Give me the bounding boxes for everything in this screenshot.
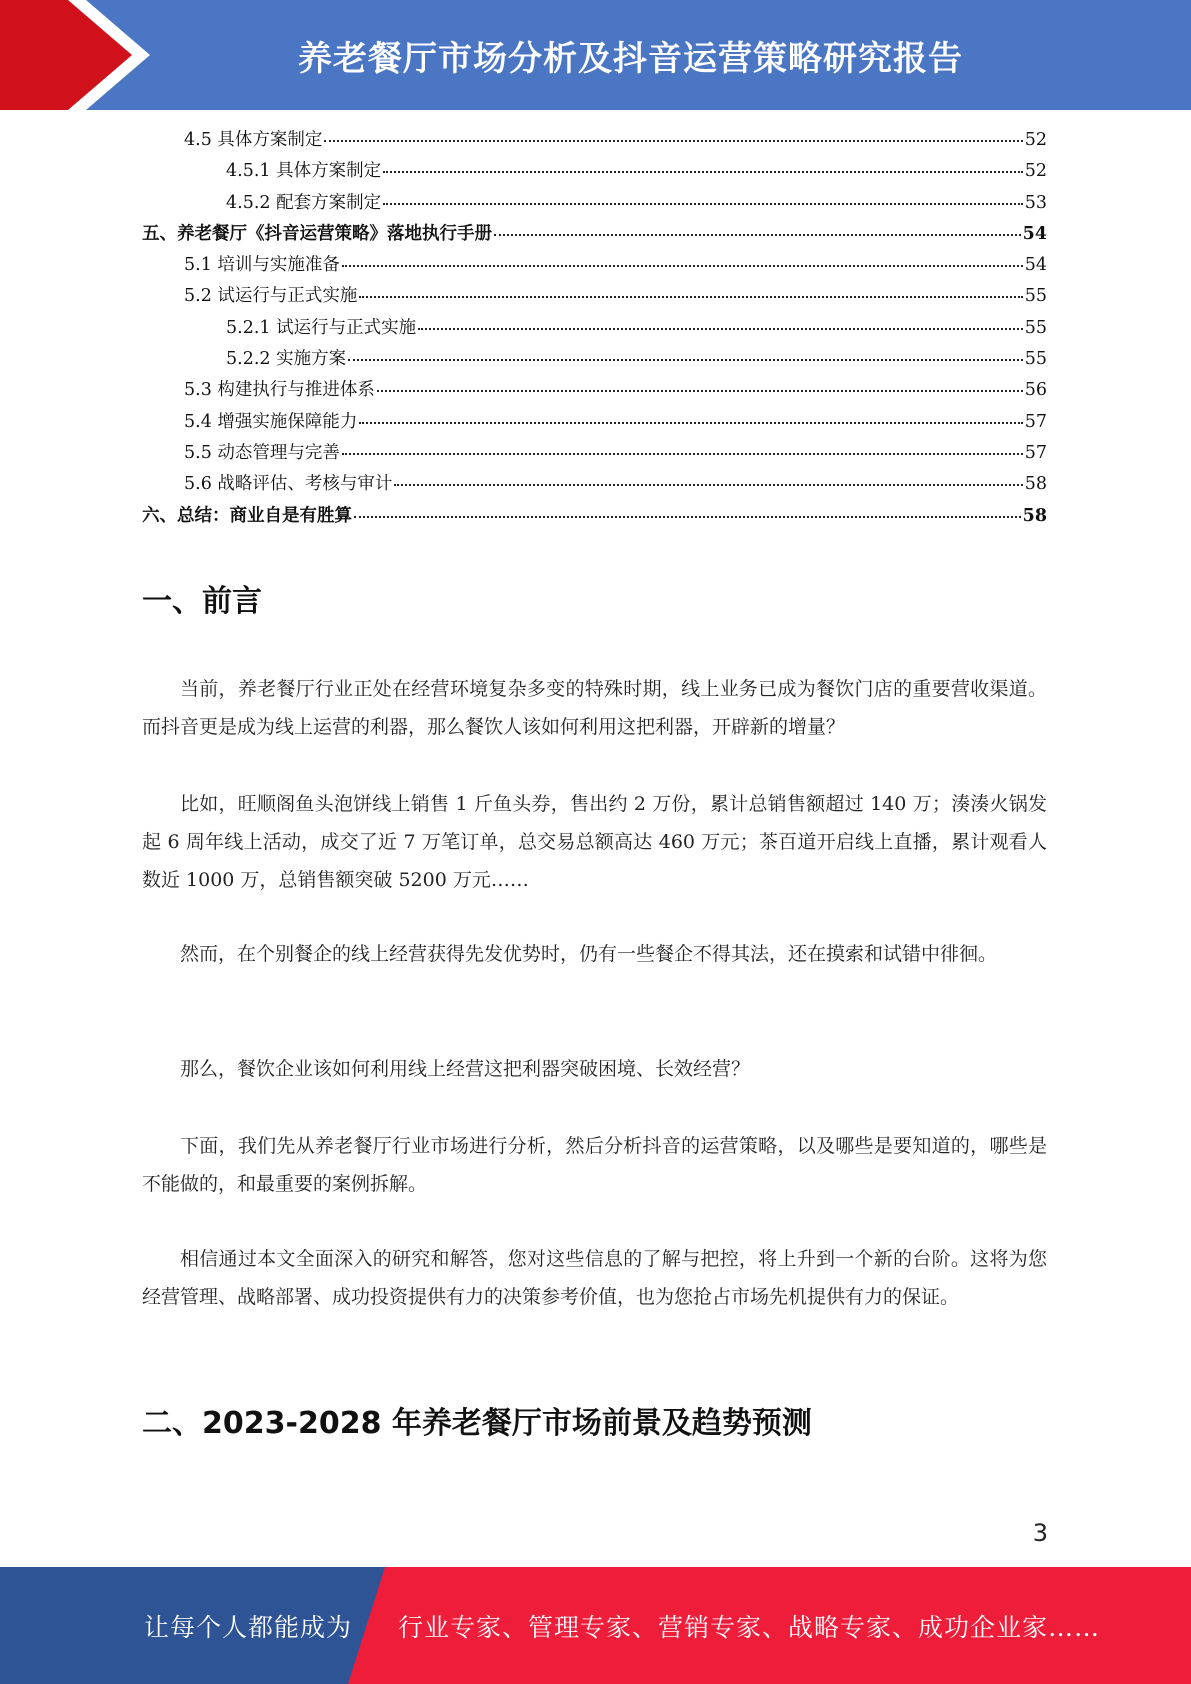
toc-page-number: 57 [1024,411,1047,432]
toc-dot-leader [348,356,1023,362]
toc-entry[interactable] [142,157,1047,188]
toc-page-number: 58 [1022,505,1047,526]
toc-entry[interactable] [142,376,1047,407]
toc-entry-label: 4.5 具体方案制定 [184,130,323,150]
toc-entry[interactable] [142,282,1047,313]
toc-entry[interactable] [142,251,1047,282]
toc-dot-leader [394,481,1022,487]
toc-page-number: 56 [1024,380,1047,401]
toc-entry-label: 4.5.1 具体方案制定 [226,161,382,182]
toc-entry-label: 5.6 战略评估、考核与审计 [184,474,393,495]
toc-entry-label: 六、总结：商业自是有胜算 [142,505,352,526]
toc-dot-leader [342,449,1023,455]
toc-entry[interactable] [142,470,1047,501]
toc-dot-leader [324,137,1022,143]
toc-page-number: 58 [1024,474,1047,495]
toc-entry-label: 五、养老餐厅《抖音运营策略》落地执行手册 [142,223,492,244]
toc-entry[interactable] [142,345,1047,376]
toc-dot-leader [418,324,1023,330]
toc-entry-label: 5.2 试运行与正式实施 [184,286,358,307]
page-footer [0,1567,1191,1684]
toc-dot-leader [359,293,1022,299]
toc-entry[interactable] [142,220,1047,251]
footer-slogan-right: 行业专家、管理专家、营销专家、战略专家、成功企业家…… [398,1612,1101,1642]
paragraph: 相信通过本文全面深入的研究和解答，您对这些信息的了解与把控，将上升到一个新的台阶。这将为您经营管理、战略部署、成功投资提供有力的决策参考价值，也为您抢占市场先机提供有力的保证。 [142,1248,1047,1308]
toc-entry-label: 5.2.2 实施方案 [226,349,347,370]
page-header [0,0,1191,110]
toc-page-number: 55 [1024,317,1047,338]
footer-slogan-left: 让每个人都能成为 [144,1612,353,1642]
toc-entry[interactable] [142,408,1047,439]
toc-dot-leader [342,262,1023,268]
toc-page-number: 55 [1024,349,1047,370]
toc-entry[interactable] [142,502,1047,533]
toc-page-number: 52 [1024,130,1047,150]
table-of-contents [142,126,1047,533]
toc-dot-leader [494,230,1021,236]
paragraph: 当前，养老餐厅行业正处在经营环境复杂多变的特殊时期，线上业务已成为餐饮门店的重要营收渠道。而抖音更是成为线上运营的利器，那么餐饮人该如何利用这把利器，开辟新的增量？ [142,678,1047,738]
toc-entry[interactable] [142,314,1047,345]
page-number: 3 [1032,1519,1048,1547]
toc-entry[interactable] [142,439,1047,470]
document-title: 养老餐厅市场分析及抖音运营策略研究报告 [298,38,963,79]
toc-entry-label: 5.1 培训与实施准备 [184,255,340,276]
toc-page-number: 55 [1024,286,1047,307]
toc-entry[interactable] [142,126,1047,157]
toc-entry-label: 5.2.1 试运行与正式实施 [226,317,417,338]
paragraph: 下面，我们先从养老餐厅行业市场进行分析，然后分析抖音的运营策略，以及哪些是要知道的，哪些是不能做的，和最重要的案例拆解。 [142,1135,1047,1195]
toc-entry-label: 5.4 增强实施保障能力 [184,411,358,432]
toc-page-number: 57 [1024,442,1047,463]
toc-page-number: 53 [1024,192,1047,213]
toc-entry-label: 5.5 动态管理与完善 [184,442,340,463]
toc-page-number: 54 [1024,255,1047,276]
toc-page-number: 52 [1024,161,1047,182]
header-red-chevron [0,0,160,110]
toc-dot-leader [359,418,1022,424]
toc-dot-leader [383,199,1023,205]
toc-entry[interactable] [142,189,1047,220]
toc-dot-leader [354,512,1021,518]
section-heading-forecast: 二、2023-2028 年养老餐厅市场前景及趋势预测 [142,1406,812,1441]
paragraph: 然而，在个别餐企的线上经营获得先发优势时，仍有一些餐企不得其法，还在摸索和试错中徘徊。 [180,943,998,965]
toc-dot-leader [377,387,1023,393]
toc-page-number: 54 [1022,223,1047,244]
toc-entry-label: 4.5.2 配套方案制定 [226,192,382,213]
toc-entry-label: 5.3 构建执行与推进体系 [184,380,375,401]
toc-dot-leader [383,168,1023,174]
section-heading-preface: 一、前言 [142,584,262,619]
paragraph: 比如，旺顺阁鱼头泡饼线上销售 1 斤鱼头券，售出约 2 万份，累计总销售额超过 140 万；湊湊火锅发起 6 周年线上活动，成交了近 7 万笔订单，总交易总额高达 460 万元；茶百道开启线上直播，累计观看人数近 1000 万，总销售额突破 5200 万元…… [142,793,1047,891]
paragraph: 那么，餐饮企业该如何利用线上经营这把利器突破困境、长效经营？ [180,1058,751,1080]
